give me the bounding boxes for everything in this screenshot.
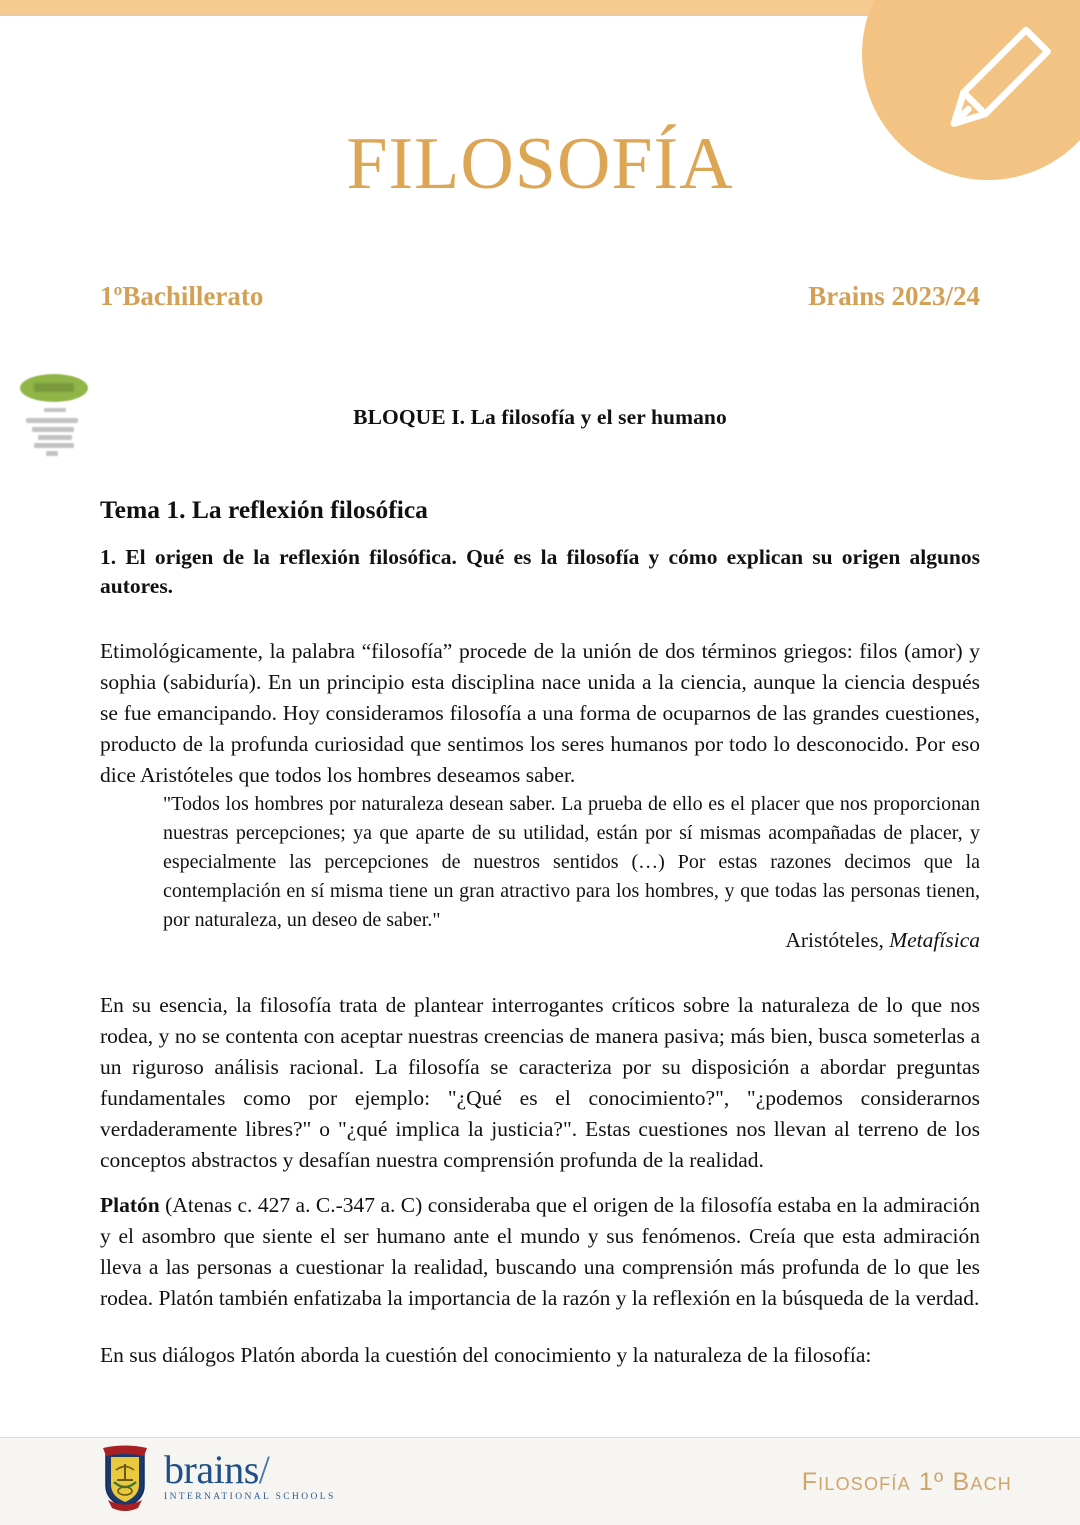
quote-work-title: Metafísica (889, 928, 980, 952)
quote-author: Aristóteles, (785, 928, 890, 952)
footer-subject-label: Filosofía 1º Bach (801, 1468, 1012, 1496)
school-crest-icon (98, 1444, 152, 1512)
watermark-line (38, 435, 72, 440)
watermark-line (26, 418, 78, 423)
logo-slash: / (258, 1446, 270, 1492)
logo-subtitle: INTERNATIONAL SCHOOLS (164, 1491, 336, 1502)
quote-attribution (100, 928, 980, 953)
block-heading: BLOQUE I. La filosofía y el ser humano (353, 405, 727, 429)
paragraph-essence: En su esencia, la filosofía trata de plantear interrogantes críticos sobre la naturaleza de lo que nos rodea, y no se contenta con aceptar nuestras creencias de manera pasiva; más bien, busca someterlas a un riguroso análisis racional. La filosofía se caracteriza por su disposición a abordar preguntas fundamentales como por ejemplo: "¿Qué es el conocimiento?", "¿podemos considerarnos verdaderamente libres?" o "¿qué implica la justicia?". Estas cuestiones nos llevan al terreno de los conceptos abstractos y desafían nuestra comprensión profunda de la realidad. (100, 992, 980, 1173)
paragraph-dialogos: En sus diálogos Platón aborda la cuestión del conocimiento y la naturaleza de la filosofía: (100, 1342, 872, 1367)
course-year-row (100, 281, 980, 312)
watermark-line (46, 451, 58, 456)
pencil-icon (942, 18, 1062, 138)
logo-wordmark: brains (164, 1446, 259, 1492)
course-label: 1ºBachillerato (100, 281, 264, 311)
brains-logo (98, 1444, 336, 1512)
watermark-oval (20, 374, 88, 402)
watermark-line (34, 443, 74, 448)
topic-heading: Tema 1. La reflexión filosófica (100, 495, 428, 524)
blockquote-aristoteles: "Todos los hombres por naturaleza desean saber. La prueba de ello es el placer que nos proporcionan nuestras percepciones; ya que aparte de su utilidad, están por sí mismas acompañadas de placer, y especialmente las percepciones de nuestros sentidos (…) Por estas razones decimos que la contemplación en sí misma tiene un gran atractivo para los hombres, y que todas las personas tienen, por naturaleza, un deseo de saber." (163, 793, 980, 931)
paragraph-intro: Etimológicamente, la palabra “filosofía” procede de la unión de dos términos griegos: filos (amor) y sophia (sabiduría). En un principio esta disciplina nace unida a la ciencia, aunque la ciencia después se fue emancipando. Hoy consideramos filosofía a una forma de ocuparnos de las grandes cuestiones, producto de la profunda curiosidad que sentimos los seres humanos por todo lo desconocido. Por eso dice Aristóteles que todos los hombres deseamos saber. (100, 638, 980, 788)
paragraph-platon-lead: Platón (100, 1192, 160, 1217)
watermark-line (32, 427, 74, 432)
school-year-label: Brains 2023/24 (808, 281, 980, 311)
paragraph-platon (100, 1190, 980, 1315)
page-title: FILOSOFÍA (346, 123, 734, 205)
section-heading: 1. El origen de la reflexión filosófica. Qué es la filosofía y cómo explican su origen algunos autores. (100, 545, 980, 599)
watermark-line (44, 408, 66, 412)
lowres-watermark-artifact (16, 372, 94, 452)
paragraph-platon-text: (Atenas c. 427 a. C.-347 a. C) consideraba que el origen de la filosofía estaba en la admiración y el asombro que siente el ser humano ante el mundo y sus fenómenos. Creía que esta admiración lleva a las personas a cuestionar la realidad, buscando una comprensión más profunda de lo que les rodea. Platón también enfatizaba la importancia de la razón y la reflexión en la búsqueda de la verdad. (100, 1192, 980, 1311)
page-footer (0, 1437, 1080, 1525)
